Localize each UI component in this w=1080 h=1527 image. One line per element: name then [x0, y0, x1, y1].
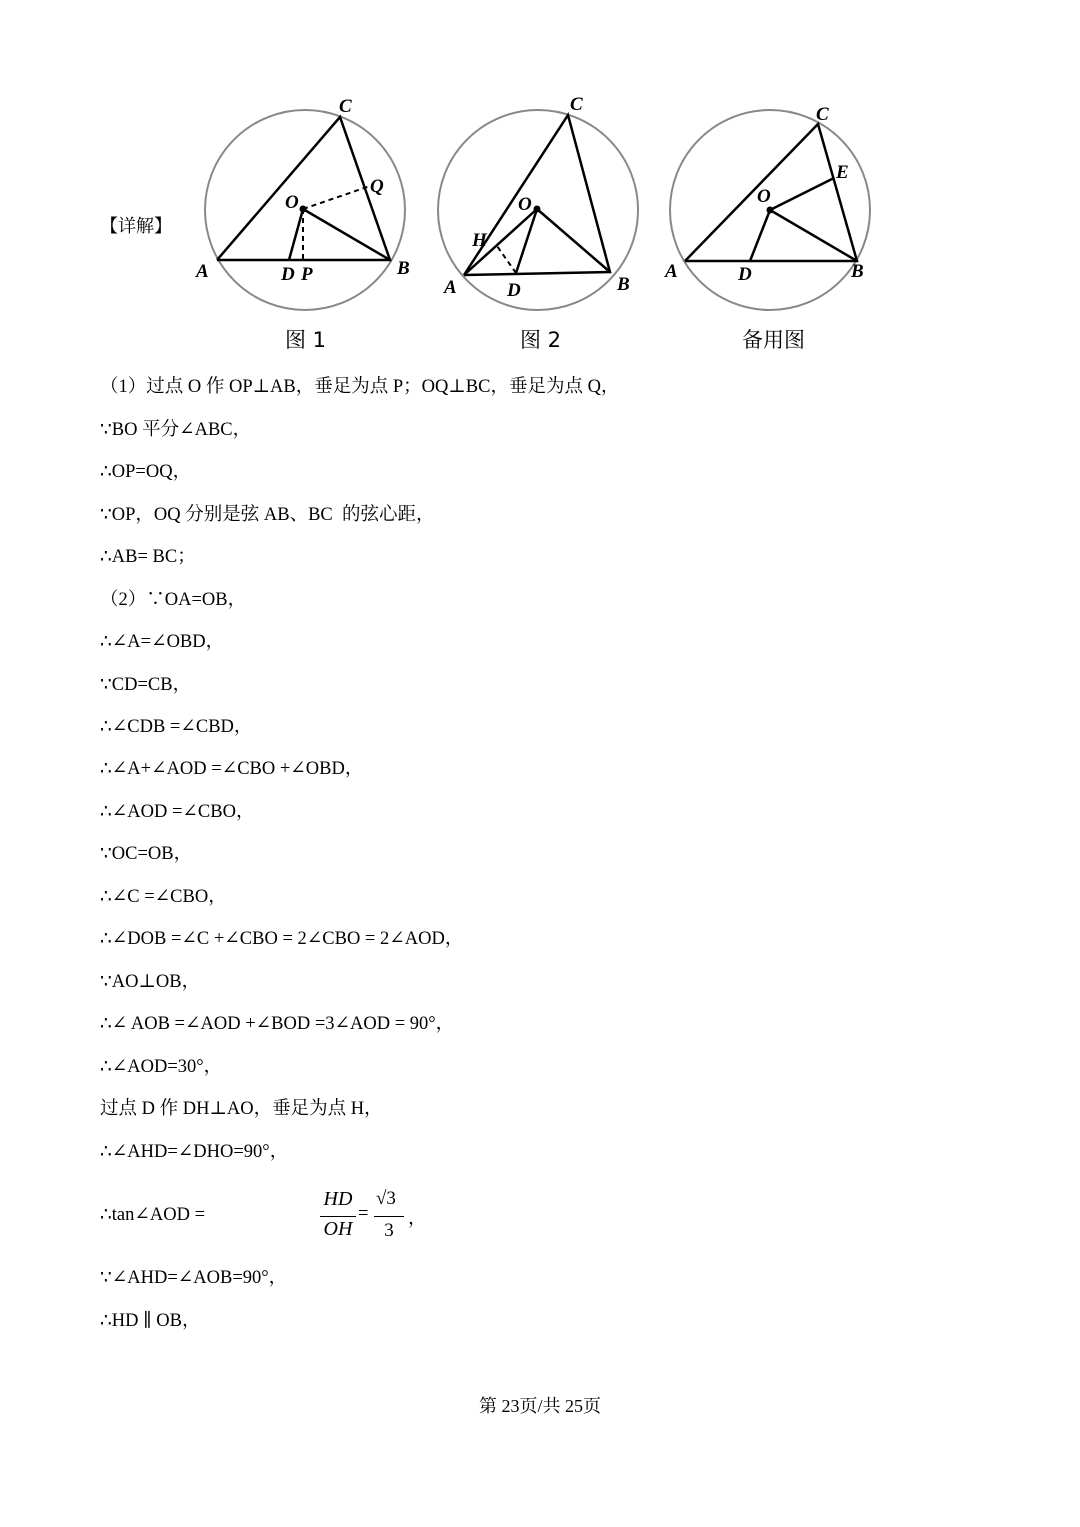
fig2-center-dot — [534, 206, 540, 212]
solution-line: ∵∠AHD=∠AOB=90°， — [100, 1268, 288, 1288]
fig1-caption: 图 1 — [285, 328, 327, 352]
fig2-label-H: H — [472, 230, 487, 251]
sqrt-numerator: √3 — [376, 1188, 396, 1209]
fig2-label-D: D — [507, 280, 521, 301]
equals-sign: = — [358, 1204, 369, 1224]
solution-line: ∴∠A+∠AOD =∠CBO +∠OBD， — [100, 759, 364, 779]
fig2-label-B: B — [617, 274, 630, 295]
fig2-label-O: O — [518, 194, 532, 215]
fig1-label-C: C — [339, 96, 352, 117]
fig1-line-OB — [303, 209, 390, 260]
solution-line: ∴∠AHD=∠DHO=90°， — [100, 1142, 289, 1162]
solution-line: ∴∠A=∠OBD， — [100, 632, 225, 652]
fig3-label-D: D — [738, 264, 752, 285]
fig2-label-C: C — [570, 94, 583, 115]
fig3-label-B: B — [851, 261, 864, 282]
fig3-triangle — [685, 124, 857, 261]
solution-line: ∴OP=OQ， — [100, 462, 192, 482]
fig1-label-D: D — [281, 264, 295, 285]
tan-suffix: ， — [408, 1209, 427, 1229]
fig3-line-OE — [770, 178, 834, 210]
fig2-line-OB — [537, 209, 610, 272]
fig3-label-C: C — [816, 104, 829, 125]
fraction-bar — [374, 1216, 404, 1217]
fig2-label-A: A — [444, 277, 457, 298]
page-footer: 第 23页/共 25页 — [478, 1396, 601, 1416]
solution-line: ∴∠ AOB =∠AOD +∠BOD =3∠AOD = 90°， — [100, 1014, 455, 1034]
solution-line: ∵CD=CB， — [100, 675, 192, 695]
solution-line: ∴∠C =∠CBO， — [100, 887, 227, 907]
fig3-label-A: A — [665, 261, 678, 282]
fig1-center-dot — [300, 206, 306, 212]
tan-prefix: ∴tan∠AOD = — [100, 1205, 206, 1225]
fig3-caption: 备用图 — [742, 328, 805, 352]
solution-line: ∴∠AOD=30°， — [100, 1057, 223, 1077]
solution-line: ∴AB= BC； — [100, 547, 196, 567]
fig1-label-B: B — [397, 258, 410, 279]
fraction-numerator: HD — [323, 1188, 353, 1210]
fig2-caption: 图 2 — [520, 328, 562, 352]
solution-line: ∴∠CDB =∠CBD， — [100, 717, 253, 737]
solution-line: ∵AO⊥OB， — [100, 972, 201, 992]
fraction-bar — [320, 1216, 356, 1217]
solution-line: ∵OP，OQ 分别是弦 AB、BC 的弦心距， — [100, 505, 435, 525]
solution-line: ∴HD ∥ OB， — [100, 1311, 201, 1331]
solution-line: 过点 D 作 DH⊥AO，垂足为点 H， — [100, 1099, 383, 1119]
fig1-line-OD — [289, 209, 303, 260]
solution-line: （1）过点 O 作 OP⊥AB，垂足为点 P；OQ⊥BC，垂足为点 Q， — [100, 377, 620, 397]
solution-line: （2）∵OA=OB， — [100, 590, 247, 610]
sqrt-denominator: 3 — [384, 1220, 394, 1241]
solution-line: ∵BO 平分∠ABC， — [100, 420, 252, 440]
detail-tag: 【详解】 — [100, 216, 172, 237]
fig3-label-O: O — [757, 186, 771, 207]
fig2-triangle — [464, 115, 610, 275]
fig1-label-Q: Q — [370, 176, 384, 197]
fig3-label-E: E — [836, 162, 849, 183]
geometry-figures — [0, 0, 1080, 360]
solution-line: ∴∠AOD =∠CBO， — [100, 802, 255, 822]
fig2-line-DH — [497, 246, 516, 273]
fig1-line-OQ — [303, 186, 370, 209]
fig3-center-dot — [767, 207, 773, 213]
figure-3 — [670, 110, 870, 310]
solution-line: ∴∠DOB =∠C +∠CBO = 2∠CBO = 2∠AOD， — [100, 929, 464, 949]
figure-2 — [438, 110, 638, 310]
solution-line: ∵OC=OB， — [100, 844, 193, 864]
fig1-label-P: P — [301, 264, 313, 285]
fig1-label-O: O — [285, 192, 299, 213]
fig3-line-OD — [750, 210, 770, 261]
fig1-label-A: A — [196, 261, 209, 282]
fraction-denominator: OH — [323, 1218, 353, 1240]
